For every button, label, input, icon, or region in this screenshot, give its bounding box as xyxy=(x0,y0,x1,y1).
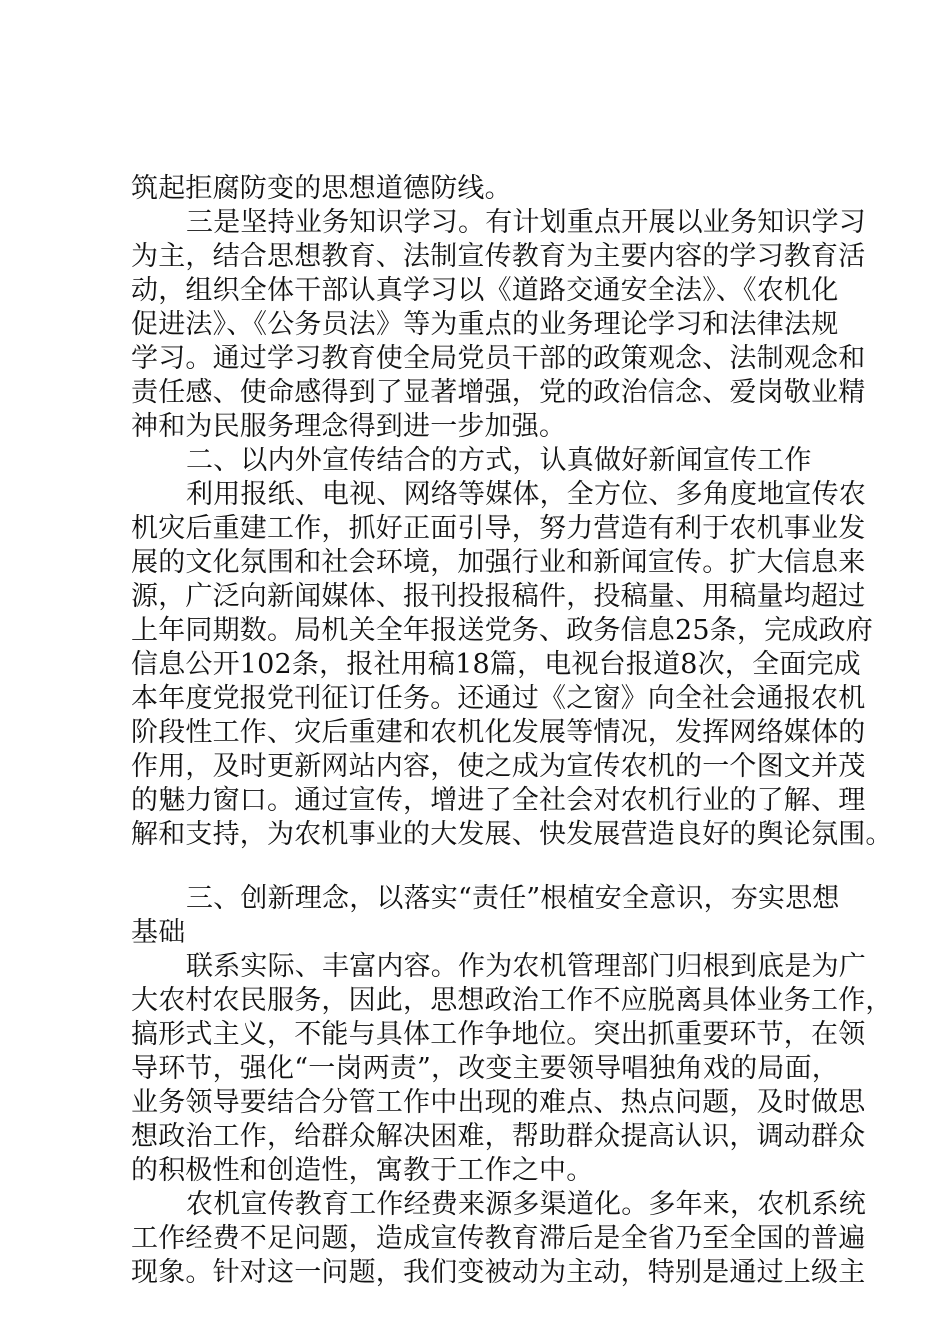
text-line: 三是坚持业务知识学习。有计划重点开展以业务知识学习 xyxy=(186,207,866,238)
text-line: 大农村农民服务，因此，思想政治工作不应脱离具体业务工作， xyxy=(131,985,893,1016)
section-heading-continued: 基础 xyxy=(131,917,186,948)
text-line: 源，广泛向新闻媒体、报刊投报稿件，投稿量、用稿量均超过 xyxy=(131,581,866,612)
text-line: 利用报纸、电视、网络等媒体，全方位、多角度地宣传农 xyxy=(186,479,866,510)
text-line: 机灾后重建工作，抓好正面引导，努力营造有利于农机事业发 xyxy=(131,513,866,544)
section-heading: 二、以内外宣传结合的方式，认真做好新闻宣传工作 xyxy=(186,445,812,476)
text-line: 促进法》、《公务员法》等为重点的业务理论学习和法律法规 xyxy=(131,309,839,340)
text-line: 想政治工作，给群众解决困难，帮助群众提高认识，调动群众 xyxy=(131,1121,866,1152)
text-line: 联系实际、丰富内容。作为农机管理部门归根到底是为广 xyxy=(186,951,866,982)
text-line: 信息公开102条，报社用稿18篇，电视台报道8次，全面完成 xyxy=(131,649,861,680)
text-line: 学习。通过学习教育使全局党员干部的政策观念、法制观念和 xyxy=(131,343,866,374)
section-heading: 三、创新理念，以落实“责任”根植安全意识，夯实思想 xyxy=(186,883,840,914)
text-line: 展的文化氛围和社会环境，加强行业和新闻宣传。扩大信息来 xyxy=(131,547,866,578)
text-line: 现象。针对这一问题，我们变被动为主动，特别是通过上级主 xyxy=(131,1257,866,1288)
text-line: 本年度党报党刊征订任务。还通过《之窗》向全社会通报农机 xyxy=(131,683,866,714)
text-line: 导环节，强化“一岗两责”，改变主要领导唱独角戏的局面， xyxy=(131,1053,840,1084)
text-line: 作用，及时更新网站内容，使之成为宣传农机的一个图文并茂 xyxy=(131,751,866,782)
text-line: 搞形式主义，不能与具体工作争地位。突出抓重要环节，在领 xyxy=(131,1019,866,1050)
text-line: 阶段性工作、灾后重建和农机化发展等情况，发挥网络媒体的 xyxy=(131,717,866,748)
text-line: 业务领导要结合分管工作中出现的难点、热点问题，及时做思 xyxy=(131,1087,866,1118)
text-line: 上年同期数。局机关全年报送党务、政务信息25条，完成政府 xyxy=(131,615,873,646)
text-line: 农机宣传教育工作经费来源多渠道化。多年来，农机系统 xyxy=(186,1189,866,1220)
text-line: 解和支持，为农机事业的大发展、快发展营造良好的舆论氛围。 xyxy=(131,819,893,850)
text-line: 筑起拒腐防变的思想道德防线。 xyxy=(131,173,512,204)
text-line: 动，组织全体干部认真学习以《道路交通安全法》、《农机化 xyxy=(131,275,839,306)
text-line: 的积极性和创造性，寓教于工作之中。 xyxy=(131,1155,594,1186)
text-line: 工作经费不足问题，造成宣传教育滞后是全省乃至全国的普遍 xyxy=(131,1223,866,1254)
text-line: 的魅力窗口。通过宣传，增进了全社会对农机行业的了解、理 xyxy=(131,785,866,816)
text-line: 神和为民服务理念得到进一步加强。 xyxy=(131,411,567,442)
text-line: 为主，结合思想教育、法制宣传教育为主要内容的学习教育活 xyxy=(131,241,866,272)
text-line: 责任感、使命感得到了显著增强，党的政治信念、爱岗敬业精 xyxy=(131,377,866,408)
